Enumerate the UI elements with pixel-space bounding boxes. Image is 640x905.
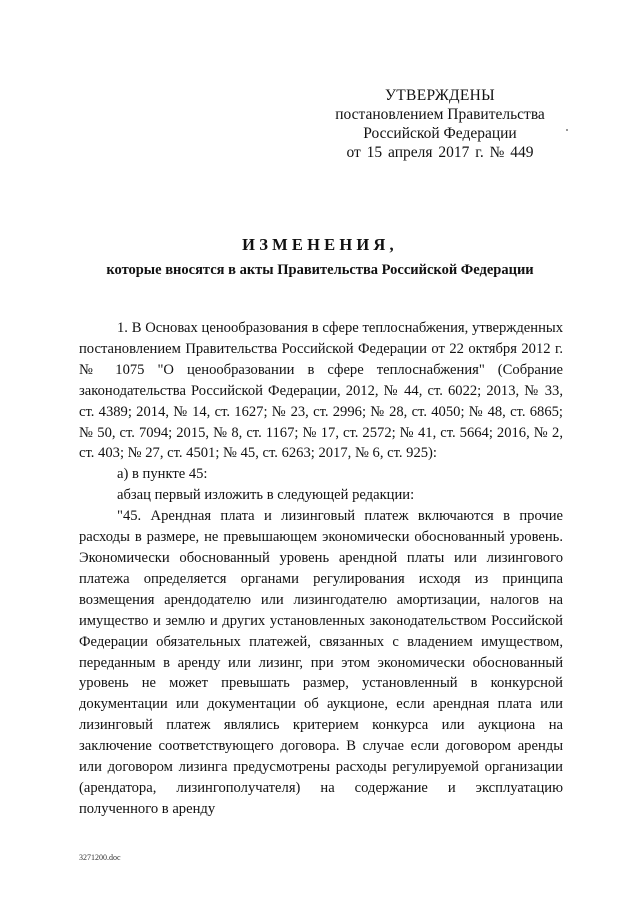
approval-block — [330, 86, 550, 162]
approval-authority: постановлением Правительства — [335, 106, 545, 123]
paragraph-1: 1. В Основах ценообразования в сфере теплоснабжения, утвержденных постановлением Правительства Российской Федерации от 22 октября 2012 г. № 1075 "О ценообразовании в сфере теплоснабжения" (Собрание законодательства Российской Федерации, 2012, № 44, ст. 6022; 2013, № 33, ст. 4389; 2014, № 14, ст. 1627; № 23, ст. 2996; № 28, ст. 4050; № 48, ст. 6865; № 50, ст. 7094; 2015, № 8, ст. 1167; № 17, ст. 2572; № 41, ст. 5664; 2016, № 2, ст. 403; № 27, ст. 4501; № 45, ст. 6263; 2017, № 6, ст. 925): — [79, 320, 563, 462]
paragraph-2: а) в пункте 45: — [117, 466, 208, 483]
document-subtitle: которые вносятся в акты Правительства Российской Федерации — [106, 262, 534, 278]
approval-heading: УТВЕРЖДЕНЫ — [385, 87, 495, 104]
file-code: 3271200.doc — [79, 853, 121, 862]
paragraph-4: "45. Арендная плата и лизинговый платеж включаются в прочие расходы в размере, не превышающем экономически обоснованный уровень. Экономически обоснованный уровень арендной платы или лизингового платежа определяется органами регулирования исходя из принципа возмещения арендодателю или лизингодателю амортизации, налогов на имущество и землю и других установленных законодательством Российской Федерации обязательных платежей, связанных с владением имуществом, переданным в аренду или лизинг, при этом экономически обоснованный уровень не может превышать размер, установленный в конкурсной документации или документации об аукционе, если арендная плата или лизинговый платеж являлись критерием конкурса или аукциона на заключение соответствующего договора. В случае если договором аренды или договором лизинга предусмотрены расходы регулируемой организации (арендатора, лизингополучателя) на содержание и эксплуатацию полученного в аренду — [79, 508, 563, 817]
scan-speck — [566, 129, 568, 131]
approval-date: от 15 апреля 2017 г. № 449 — [346, 144, 534, 161]
document-title: ИЗМЕНЕНИЯ, — [242, 235, 398, 254]
paragraph-3: абзац первый изложить в следующей редакции: — [117, 487, 415, 504]
document-body — [79, 318, 563, 820]
approval-country: Российской Федерации — [363, 125, 517, 142]
